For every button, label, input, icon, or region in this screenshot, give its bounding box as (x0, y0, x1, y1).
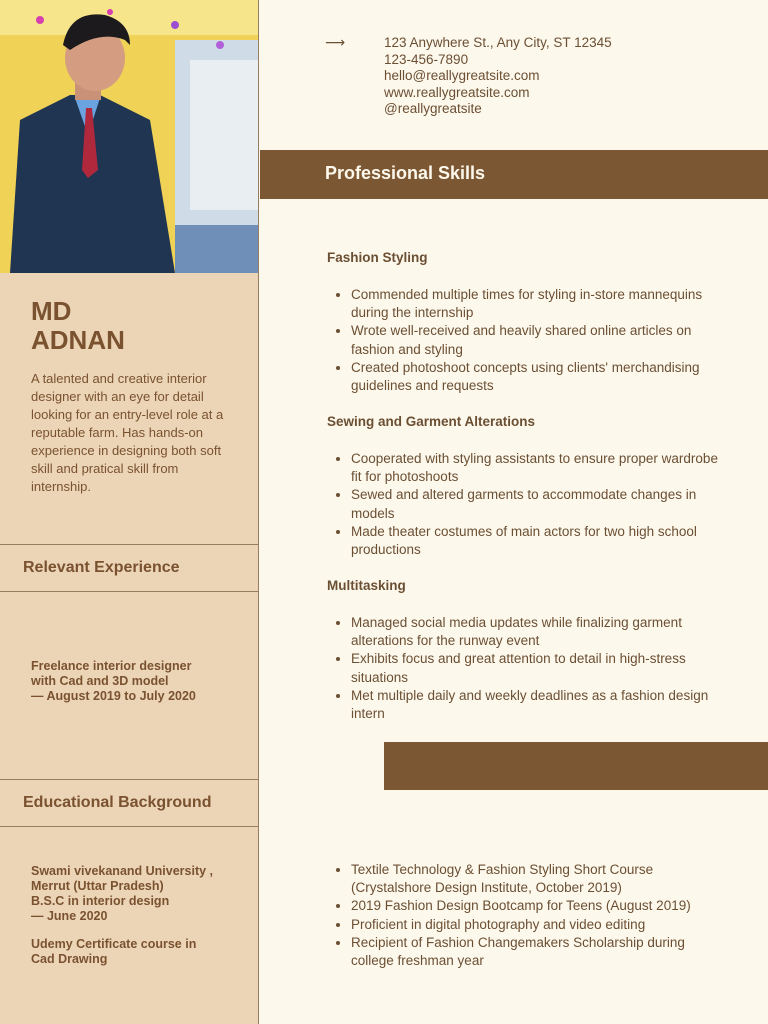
skill-title: Sewing and Garment Alterations (327, 414, 536, 429)
skill-group (327, 577, 727, 723)
education-line: Swami vivekanand University , (31, 864, 214, 878)
certifications-heading-band (384, 742, 768, 790)
sidebar (0, 0, 259, 1024)
profile-summary: A talented and creative interior designer with an eye for detail looking for an entry-level role at a reputable farm. Has hands-on experience in designing both soft skill and pratical skill from internship. (31, 371, 224, 494)
person-name (31, 297, 125, 355)
skill-item: • Cooperated with styling assistants to ensure proper wardrobe fit for photoshoots (351, 450, 727, 486)
skill-group (327, 249, 727, 395)
skill-item: • Commended multiple times for styling in-store mannequins during the internship (351, 286, 727, 322)
certification-item: • Proficient in digital photography and video editing (351, 916, 727, 934)
skill-item: • Met multiple daily and weekly deadlines as a fashion design intern (351, 687, 727, 723)
certification-item: • Textile Technology & Fashion Styling Short Course (Crystalshore Design Institute, October 2019) (351, 861, 727, 897)
certificate-line: Udemy Certificate course in (31, 937, 197, 951)
experience-line: Freelance interior designer (31, 659, 192, 673)
certificate-entry (31, 937, 246, 967)
first-name: MD (31, 296, 72, 326)
skills-heading-band (260, 150, 768, 199)
experience-entry (31, 659, 246, 704)
education-entry (31, 864, 246, 924)
skill-group (327, 413, 727, 559)
certificate-line: Cad Drawing (31, 952, 108, 966)
contact-address: 123 Anywhere St., Any City, ST 12345 (384, 35, 612, 50)
contact-block (384, 35, 612, 118)
certification-item: • 2019 Fashion Design Bootcamp for Teens (August 2019) (351, 897, 727, 915)
skill-title: Multitasking (327, 578, 406, 593)
experience-heading: Relevant Experience (23, 559, 180, 576)
skill-item: • Wrote well-received and heavily shared online articles on fashion and styling (351, 322, 727, 358)
skill-item: • Made theater costumes of main actors for two high school productions (351, 523, 727, 559)
education-heading-box (0, 779, 258, 827)
experience-line: with Cad and 3D model (31, 674, 169, 688)
last-name: ADNAN (31, 325, 125, 355)
education-heading: Educational Background (23, 794, 212, 811)
skill-item: • Created photoshoot concepts using clients' merchandising guidelines and requests (351, 359, 727, 395)
experience-line: — August 2019 to July 2020 (31, 689, 196, 703)
contact-social[interactable]: @reallygreatsite (384, 101, 482, 116)
arrow-icon: ⟶ (325, 34, 346, 50)
contact-website[interactable]: www.reallygreatsite.com (384, 84, 530, 100)
skill-item: • Sewed and altered garments to accommodate changes in models (351, 486, 727, 522)
skill-item: • Managed social media updates while finalizing garment alterations for the runway event (351, 614, 727, 650)
experience-heading-box (0, 544, 258, 592)
education-line: — June 2020 (31, 909, 108, 923)
education-line: Merrut (Uttar Pradesh) (31, 879, 164, 893)
skill-title: Fashion Styling (327, 250, 428, 265)
certification-item: • Recipient of Fashion Changemakers Scholarship during college freshman year (351, 934, 727, 970)
education-line: B.S.C in interior design (31, 894, 170, 908)
certifications-list (327, 861, 727, 970)
skill-list (327, 286, 727, 395)
skill-item: • Exhibits focus and great attention to detail in high-stress situations (351, 650, 727, 686)
contact-phone: 123-456-7890 (384, 51, 469, 67)
certifications-block (327, 861, 727, 970)
profile-photo (0, 0, 258, 273)
skill-list (327, 614, 727, 723)
skill-list (327, 450, 727, 559)
contact-email[interactable]: hello@reallygreatsite.com (384, 68, 540, 83)
skills-heading: Professional Skills (325, 163, 486, 183)
